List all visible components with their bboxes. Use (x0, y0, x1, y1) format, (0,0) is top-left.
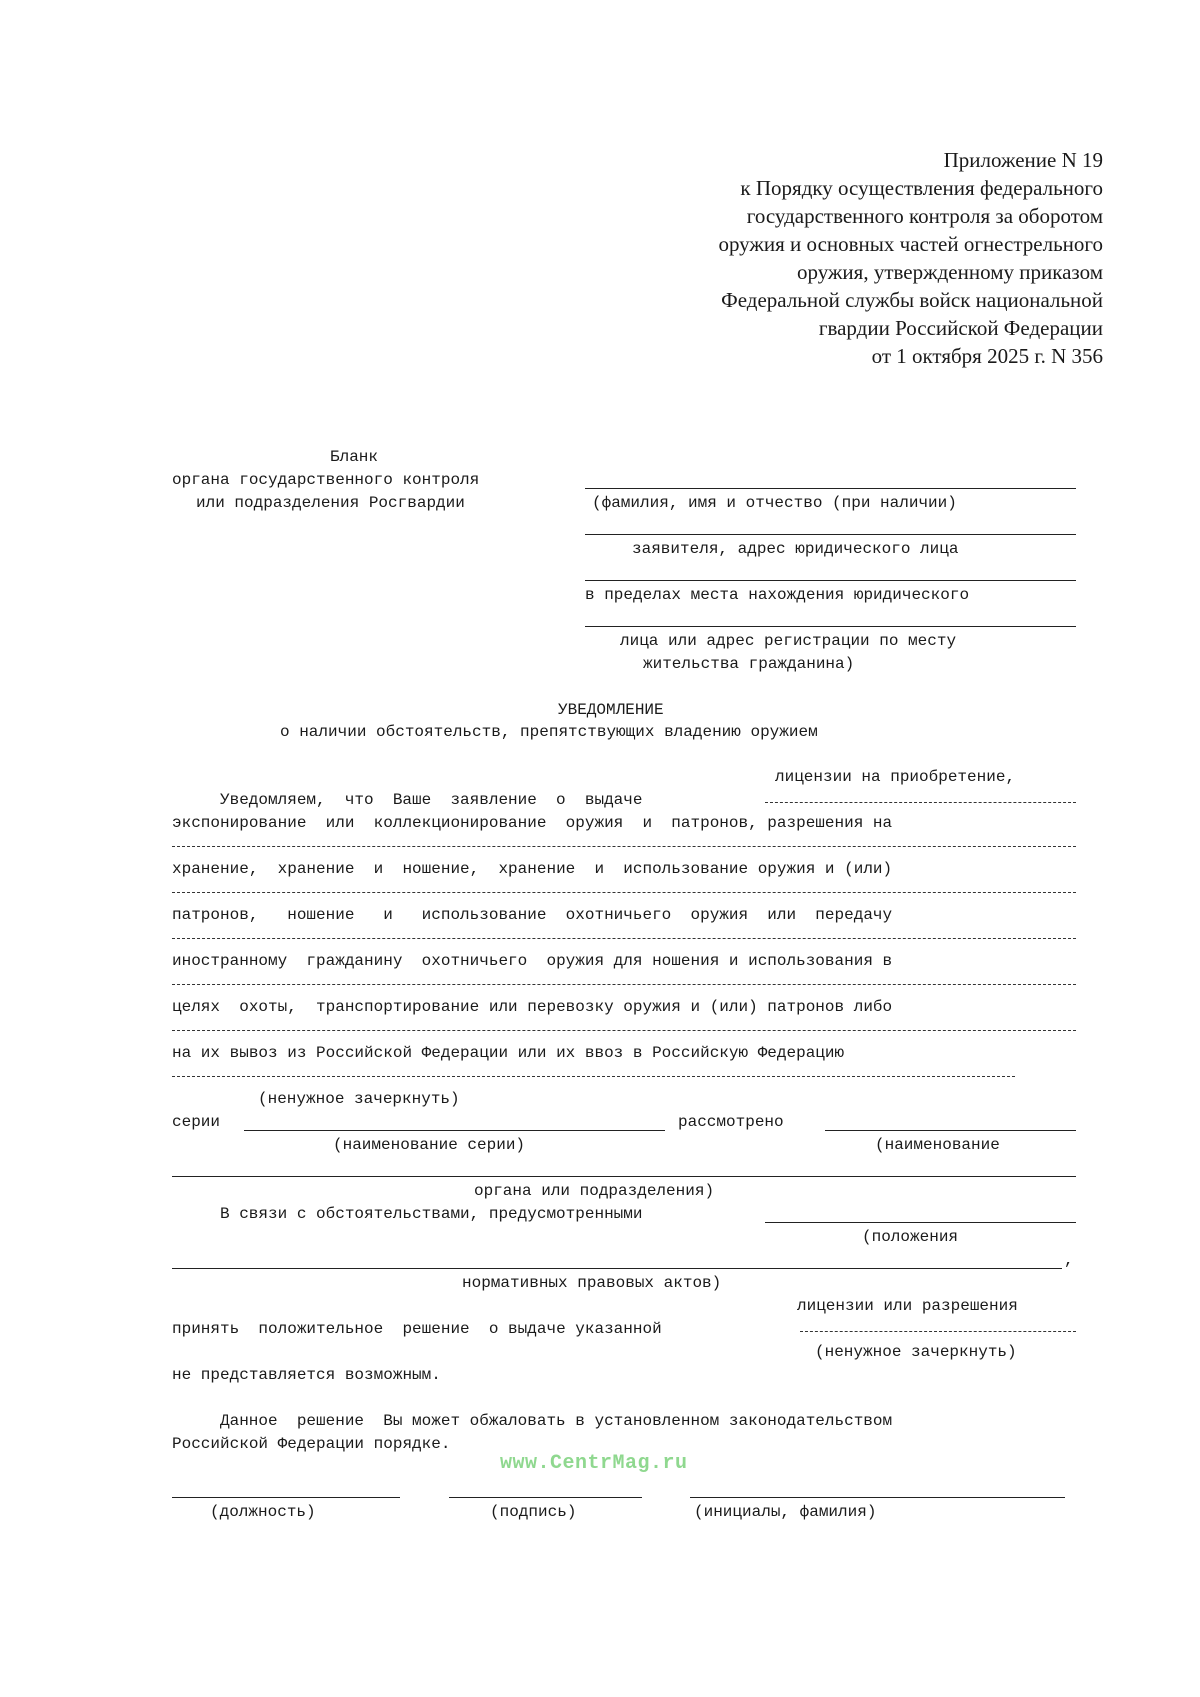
appendix-line-2: к Порядку осуществления федерального (740, 176, 1103, 200)
provisions-field[interactable] (765, 1222, 1076, 1223)
appendix-line-4: оружия и основных частей огнестрельного (718, 232, 1103, 256)
addressee-caption-5: жительства гражданина) (643, 655, 855, 673)
full-name-field[interactable] (690, 1497, 1065, 1498)
dash-line-5 (172, 984, 1076, 985)
position-field[interactable] (172, 1497, 400, 1498)
acts-caption: нормативных правовых актов) (462, 1274, 722, 1292)
addressee-caption-3: в пределах места нахождения юридического (585, 586, 970, 604)
notice-heading: УВЕДОМЛЕНИЕ (558, 701, 664, 719)
signature-caption: (подпись) (490, 1503, 577, 1521)
org-caption: органа или подразделения) (474, 1182, 715, 1200)
series-caption: (наименование серии) (333, 1136, 526, 1154)
dash-line-2 (172, 846, 1076, 847)
dash-line-7 (172, 1076, 1015, 1077)
appendix-line-7: гвардии Российской Федерации (818, 316, 1103, 340)
appendix-line-3: государственного контроля за оборотом (746, 204, 1103, 228)
dash-line-4 (172, 938, 1076, 939)
notice-subheading: о наличии обстоятельств, препятствующих владению оружием (280, 723, 818, 741)
watermark: www.CentrMag.ru (500, 1452, 688, 1475)
reviewed-label: рассмотрено (678, 1113, 784, 1131)
name-caption: (наименование (875, 1136, 1000, 1154)
impossible-line: не представляется возможным. (172, 1366, 441, 1384)
blank-label: Бланк (330, 448, 379, 466)
acts-field[interactable] (172, 1268, 1062, 1269)
signature-field[interactable] (449, 1497, 642, 1498)
addressee-caption-4: лица или адрес регистрации по месту (620, 632, 957, 650)
appendix-line-5: оружия, утвержденному приказом (796, 260, 1103, 284)
addressee-line-1[interactable] (585, 488, 1076, 489)
acts-comma: , (1064, 1251, 1074, 1269)
body-line-1: Уведомляем, что Ваше заявление о выдаче (220, 791, 643, 809)
dash-line-8 (800, 1331, 1076, 1332)
appendix-line-8: от 1 октября 2025 г. N 356 (871, 344, 1103, 368)
circumstances-line: В связи с обстоятельствами, предусмотренными (220, 1205, 643, 1223)
body-line-4: патронов, ношение и использование охотничьего оружия или передачу (172, 906, 893, 924)
body-line-6: целях охоты, транспортирование или перевозку оружия и (или) патронов либо (172, 998, 893, 1016)
reviewed-by-field[interactable] (825, 1130, 1076, 1131)
appendix-line-6: Федеральной службы войск национальной (721, 288, 1103, 312)
position-caption: (должность) (210, 1503, 316, 1521)
blank-org-line: органа государственного контроля (172, 471, 480, 489)
addressee-line-4[interactable] (585, 626, 1076, 627)
blank-division-line: или подразделения Росгвардии (196, 494, 465, 512)
body-line-5: иностранному гражданину охотничьего оружия для ношения и использования в (172, 952, 893, 970)
cross-out-note: (ненужное зачеркнуть) (258, 1090, 460, 1108)
series-label: серии (172, 1113, 221, 1131)
option-license-or-permit: лицензии или разрешения (797, 1297, 1018, 1315)
appendix-line-1: Приложение N 19 (943, 148, 1103, 172)
option-license-acquisition: лицензии на приобретение, (775, 768, 1016, 786)
provisions-caption: (положения (862, 1228, 959, 1246)
addressee-caption-1: (фамилия, имя и отчество (при наличии) (592, 494, 957, 512)
body-line-2: экспонирование или коллекционирование оружия и патронов, разрешения на (172, 814, 893, 832)
dash-line-6 (172, 1030, 1076, 1031)
org-field[interactable] (172, 1176, 1076, 1177)
full-name-caption: (инициалы, фамилия) (694, 1503, 877, 1521)
dash-line-1 (765, 802, 1076, 803)
series-field[interactable] (244, 1130, 665, 1131)
addressee-line-2[interactable] (585, 534, 1076, 535)
body-line-7: на их вывоз из Российской Федерации или их ввоз в Российскую Федерацию (172, 1044, 845, 1062)
decision-line: принять положительное решение о выдаче указанной (172, 1320, 662, 1338)
appendix-header (543, 146, 1103, 370)
dash-line-3 (172, 892, 1076, 893)
addressee-line-3[interactable] (585, 580, 1076, 581)
appeal-line-2: Российской Федерации порядке. (172, 1435, 451, 1453)
cross-out-note-2: (ненужное зачеркнуть) (815, 1343, 1017, 1361)
addressee-caption-2: заявителя, адрес юридического лица (632, 540, 959, 558)
appeal-line-1: Данное решение Вы может обжаловать в установленном законодательством (220, 1412, 893, 1430)
body-line-3: хранение, хранение и ношение, хранение и использование оружия и (или) (172, 860, 893, 878)
